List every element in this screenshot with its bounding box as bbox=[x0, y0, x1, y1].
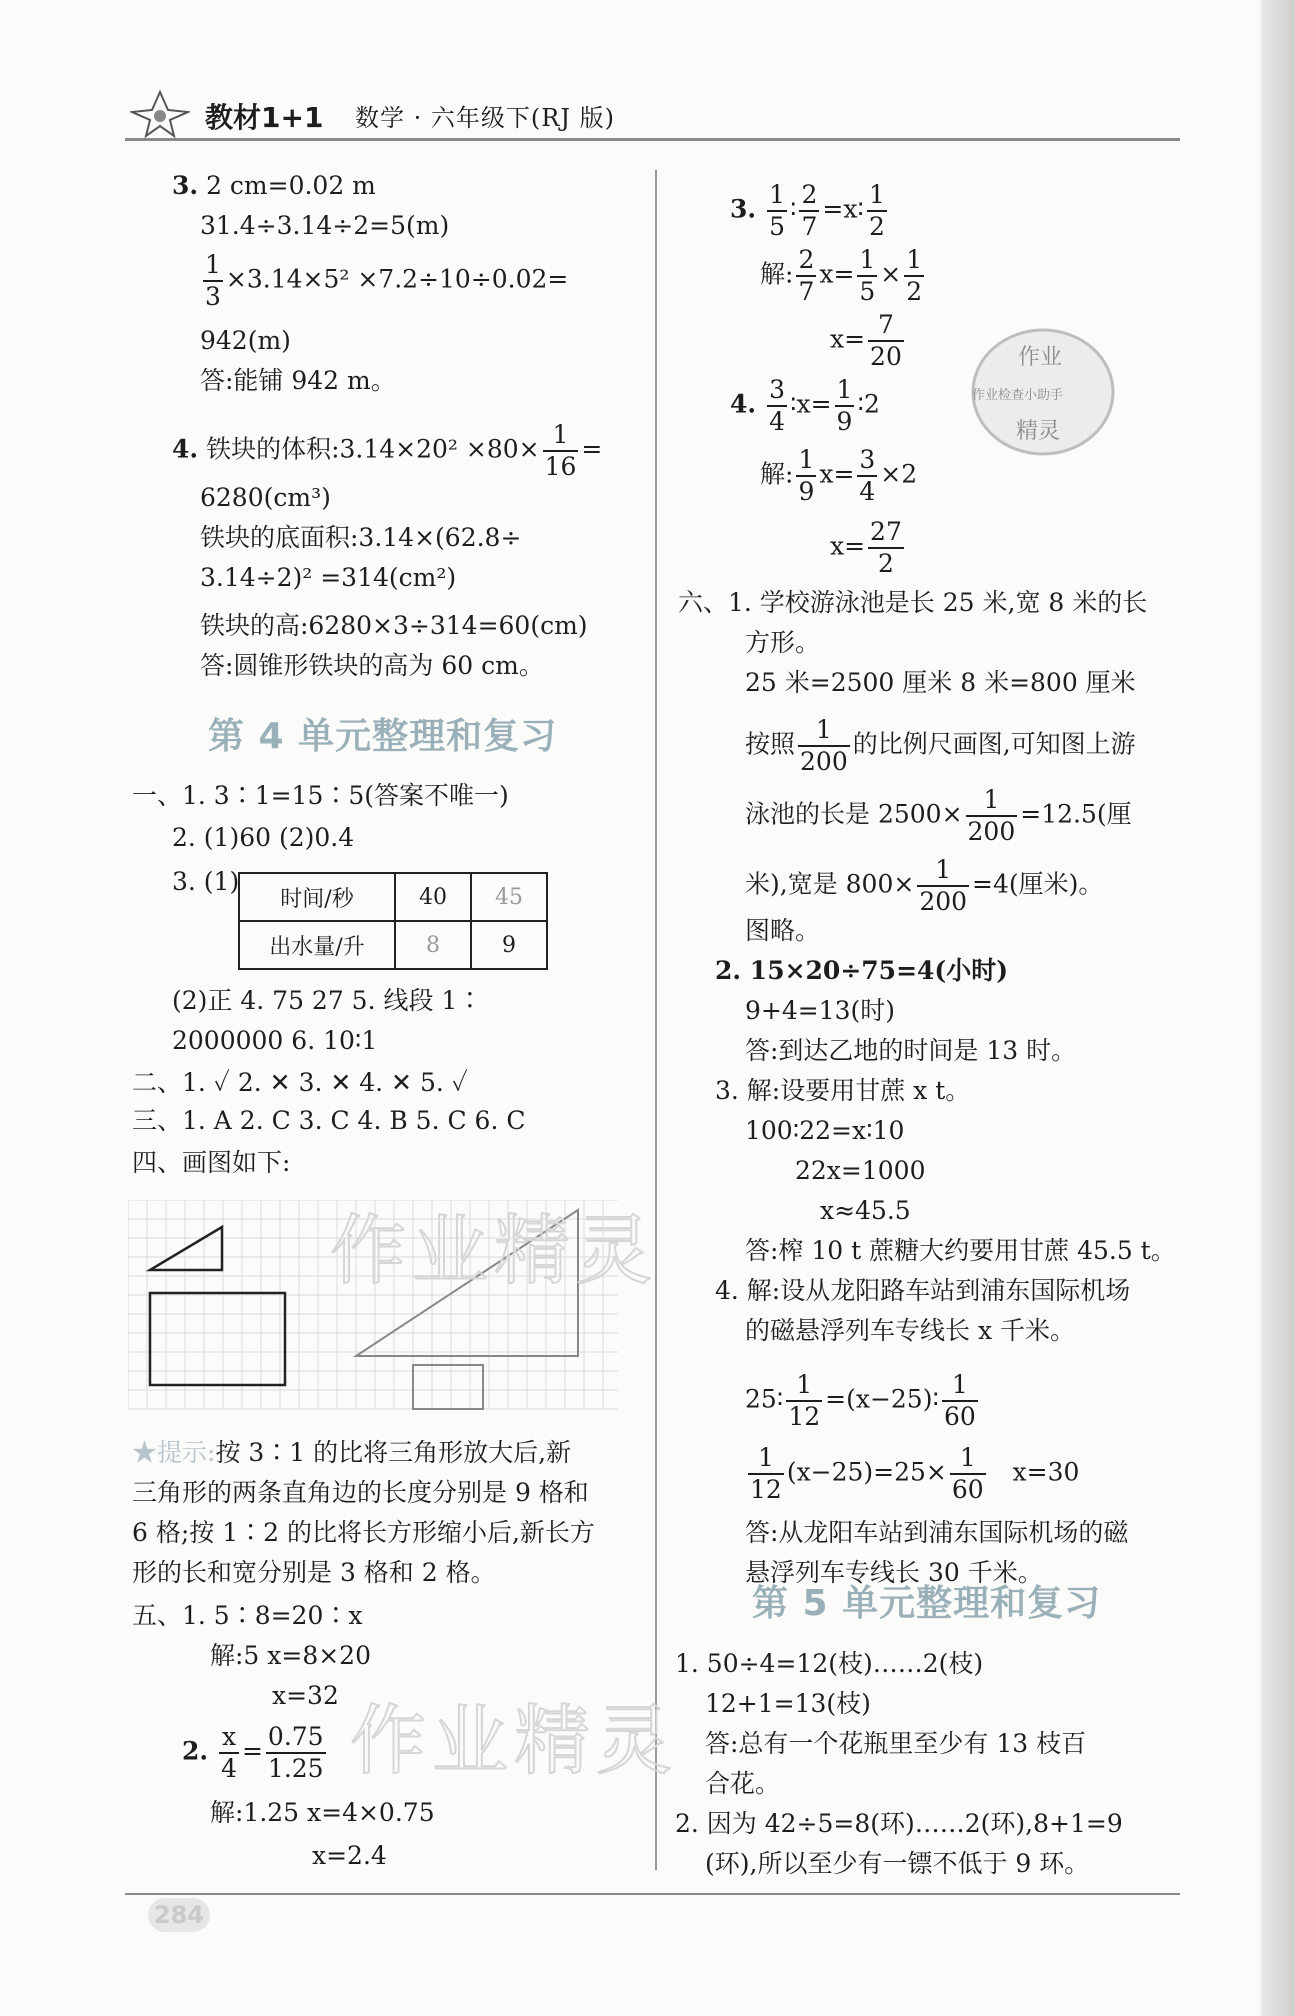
s6-line7: 图略。 bbox=[745, 916, 821, 945]
stamp-middle: 作业检查小助手 bbox=[972, 388, 1064, 403]
r3-solution: 解: $\frac{2}{7}$ x= $\frac{1}{5}$ × $\frac{1}{2}$ bbox=[760, 245, 923, 306]
fraction: $\frac{1}{12}$ bbox=[788, 1370, 821, 1431]
q4r-line1: 4. 解:设从龙阳路车站到浦东国际机场 bbox=[715, 1276, 1131, 1305]
fraction: $\frac{1}{60}$ bbox=[943, 1370, 976, 1431]
s6-line4: 按照 $\frac{1}{200}$ 的比例尺画图,可知图上游 bbox=[745, 715, 1136, 776]
table-cell: 出水量/升 bbox=[239, 921, 395, 969]
s4-line: 四、画图如下: bbox=[132, 1148, 291, 1177]
fraction: $\frac{2}{7}$ bbox=[801, 180, 818, 241]
stamp bbox=[968, 322, 1118, 462]
hint-line3: 6 格;按 1∶2 的比将长方形缩小后,新长方 bbox=[132, 1518, 595, 1547]
u5-q1-answer1: 答:总有一个花瓶里至少有 13 枝百 bbox=[705, 1729, 1087, 1758]
r3-result: x= $\frac{7}{20}$ bbox=[830, 310, 902, 371]
q3-answer: 答:能铺 942 m。 bbox=[200, 366, 396, 395]
u5-q1-line1: 1. 50÷4=12(枝)……2(枝) bbox=[675, 1649, 984, 1678]
q4-line2: 6280(cm³) bbox=[200, 483, 331, 512]
u5-q1-line2: 12+1=13(枝) bbox=[705, 1689, 871, 1718]
s5-q1: 五、1. 5∶8=20∶x bbox=[132, 1601, 363, 1630]
q4-line4: 3.14÷2)² =314(cm²) bbox=[200, 563, 457, 592]
q3-line2: 31.4÷3.14÷2=5(m) bbox=[200, 211, 450, 240]
q3-line1: 2 cm=0.02 m bbox=[206, 171, 376, 200]
column-divider bbox=[655, 170, 657, 1870]
hint-line1: ★提示:按 3∶1 的比将三角形放大后,新 bbox=[132, 1438, 572, 1467]
fraction: $\frac{3}{4}$ bbox=[769, 375, 785, 436]
table-cell: 时间/秒 bbox=[239, 873, 395, 921]
small-triangle bbox=[150, 1227, 222, 1270]
q3r-line4: x≈45.5 bbox=[820, 1196, 911, 1225]
q3-line3: $\frac{1}{3}$ ×3.14×5² ×7.2÷10÷0.02= bbox=[205, 250, 569, 311]
q2-line2: 9+4=13(时) bbox=[745, 996, 896, 1025]
r4-solution: 解: $\frac{1}{9}$ x= $\frac{3}{4}$ ×2 bbox=[760, 445, 918, 506]
u5-q1-answer2: 合花。 bbox=[705, 1769, 781, 1798]
page-number: 284 bbox=[153, 1901, 205, 1929]
table-cell: 45 bbox=[471, 873, 547, 921]
s6-line3: 25 米=2500 厘米 8 米=800 厘米 bbox=[745, 668, 1136, 697]
s1-after1: (2)正 4. 75 27 5. 线段 1∶ bbox=[172, 986, 483, 1015]
q4r-answer2: 悬浮列车专线长 30 千米。 bbox=[745, 1558, 1043, 1587]
fraction: $\frac{2}{7}$ bbox=[798, 245, 815, 306]
fraction: $\frac{3}{4}$ bbox=[859, 445, 876, 506]
fraction: $\frac{1}{3}$ bbox=[205, 250, 221, 311]
fraction: $\frac{1}{5}$ bbox=[859, 245, 876, 306]
s6-line5: 泳池的长是 2500× $\frac{1}{200}$ =12.5(厘 bbox=[745, 785, 1132, 846]
hint-line4: 形的长和宽分别是 3 格和 2 格。 bbox=[132, 1558, 496, 1587]
s1-q2: 2. (1)60 (2)0.4 bbox=[172, 823, 355, 852]
s5-q1-sol1: 解:5 x=8×20 bbox=[210, 1641, 371, 1670]
s3-line: 三、1. A 2. C 3. C 4. B 5. C 6. C bbox=[132, 1106, 526, 1135]
table-cell: 40 bbox=[395, 873, 471, 921]
s6-line2: 方形。 bbox=[745, 628, 821, 657]
fraction: $\frac{1}{5}$ bbox=[769, 180, 785, 241]
fraction: $\frac{1}{200}$ bbox=[800, 715, 848, 776]
table-row bbox=[239, 873, 547, 921]
s5-q2-sol1: 解:1.25 x=4×0.75 bbox=[210, 1798, 435, 1827]
s6-line6: 米),宽是 800× $\frac{1}{200}$ =4(厘米)。 bbox=[745, 855, 1104, 916]
r4-result: x= $\frac{27}{2}$ bbox=[830, 517, 902, 578]
u5-q2-line2: (环),所以至少有一镖不低于 9 环。 bbox=[705, 1849, 1090, 1878]
page-number-badge bbox=[148, 1898, 210, 1932]
q4r-eq2: $\frac{1}{12}$ (x−25)=25× $\frac{1}{60}$ x=30 bbox=[750, 1443, 1080, 1504]
q3r-line3: 22x=1000 bbox=[795, 1156, 926, 1185]
q2-answer: 答:到达乙地的时间是 13 时。 bbox=[745, 1036, 1077, 1065]
s1-line: 一、1. 3∶1=15∶5(答案不唯一) bbox=[132, 781, 509, 810]
q4-line3: 铁块的底面积:3.14×(62.8÷ bbox=[200, 523, 522, 552]
hint-line2: 三角形的两条直角边的长度分别是 9 格和 bbox=[132, 1478, 589, 1507]
q4r-answer1: 答:从龙阳车站到浦东国际机场的磁 bbox=[745, 1518, 1129, 1547]
hint-label: ★提示: bbox=[132, 1438, 216, 1467]
fraction: $\frac{1}{16}$ bbox=[544, 420, 577, 481]
s1-after2: 2000000 6. 10∶1 bbox=[172, 1026, 378, 1055]
fraction: $\frac{1}{200}$ bbox=[919, 855, 968, 916]
s5-q1-sol2: x=32 bbox=[272, 1681, 339, 1710]
q4-answer: 答:圆锥形铁块的高为 60 cm。 bbox=[200, 651, 544, 680]
s5-q2: 2. $\frac{x}{4}$ = $\frac{0.75}{1.25}$ bbox=[182, 1722, 324, 1783]
footer-rule bbox=[125, 1893, 1180, 1895]
fraction: $\frac{1}{60}$ bbox=[951, 1443, 984, 1504]
table-row bbox=[239, 921, 547, 969]
header-rule bbox=[125, 138, 1180, 141]
q3r-answer: 答:榨 10 t 蔗糖大约要用甘蔗 45.5 t。 bbox=[745, 1236, 1176, 1265]
reduced-rectangle bbox=[413, 1365, 483, 1409]
time-water-table bbox=[238, 872, 548, 970]
stamp-top: 作业 bbox=[1018, 345, 1063, 370]
q3-label: 3. bbox=[172, 171, 199, 200]
q3r-line1: 3. 解:设要用甘蔗 x t。 bbox=[715, 1076, 971, 1105]
s5-q2-sol2: x=2.4 bbox=[312, 1841, 387, 1870]
fraction: $\frac{0.75}{1.25}$ bbox=[267, 1722, 324, 1783]
q3-line4: 942(m) bbox=[200, 326, 291, 355]
unit4-title: 第 4 单元整理和复习 bbox=[208, 716, 558, 757]
left-q4: 4. 铁块的体积:3.14×20² ×80× $\frac{1}{16}$ = bbox=[172, 420, 603, 481]
q2-line1: 2. 15×20÷75=4(小时) bbox=[715, 956, 1009, 985]
q4r-eq1: 25∶ $\frac{1}{12}$ =(x−25)∶ $\frac{1}{60}$ bbox=[745, 1370, 976, 1431]
r3-equation: 3. $\frac{1}{5}$ ∶ $\frac{2}{7}$ =x∶ $\frac{1}{2}$ bbox=[730, 180, 885, 241]
fraction: $\frac{7}{20}$ bbox=[870, 310, 902, 371]
table-cell: 9 bbox=[471, 921, 547, 969]
fraction: $\frac{1}{12}$ bbox=[750, 1443, 782, 1504]
header-subtitle: 数学 · 六年级下(RJ 版) bbox=[355, 104, 615, 132]
q3r-line2: 100∶22=x∶10 bbox=[745, 1116, 905, 1145]
fraction: $\frac{27}{2}$ bbox=[870, 517, 902, 578]
book-spine bbox=[1262, 0, 1295, 2016]
watermark: 作业精灵 bbox=[350, 1696, 678, 1785]
s6-line1: 六、1. 学校游泳池是长 25 米,宽 8 米的长 bbox=[678, 588, 1148, 617]
fraction: $\frac{1}{200}$ bbox=[967, 785, 1016, 846]
unit5-title: 第 5 单元整理和复习 bbox=[752, 1583, 1102, 1624]
r4-equation: 4. $\frac{3}{4}$ ∶x= $\frac{1}{9}$ ∶2 bbox=[730, 375, 880, 436]
watermark: 作业精灵 bbox=[330, 1206, 658, 1295]
table-cell: 8 bbox=[395, 921, 471, 969]
fraction: $\frac{x}{4}$ bbox=[221, 1722, 237, 1783]
u5-q2-line1: 2. 因为 42÷5=8(环)……2(环),8+1=9 bbox=[675, 1809, 1123, 1838]
header-logo-icon bbox=[130, 90, 190, 142]
stamp-bottom: 精灵 bbox=[1016, 419, 1061, 444]
fraction: $\frac{1}{2}$ bbox=[906, 245, 923, 306]
s1-q3-label: 3. (1) bbox=[172, 867, 240, 896]
left-q3 bbox=[172, 170, 376, 202]
fraction: $\frac{1}{9}$ bbox=[798, 445, 815, 506]
header-title: 教材1+1 bbox=[205, 101, 324, 134]
fraction: $\frac{1}{9}$ bbox=[836, 375, 853, 436]
q4r-line2: 的磁悬浮列车专线长 x 千米。 bbox=[745, 1316, 1075, 1345]
q4-line5: 铁块的高:6280×3÷314=60(cm) bbox=[200, 611, 588, 640]
s2-line: 二、1. ✓ 2. ✕ 3. ✕ 4. ✕ 5. ✓ bbox=[132, 1068, 468, 1097]
fraction: $\frac{1}{2}$ bbox=[868, 180, 885, 241]
